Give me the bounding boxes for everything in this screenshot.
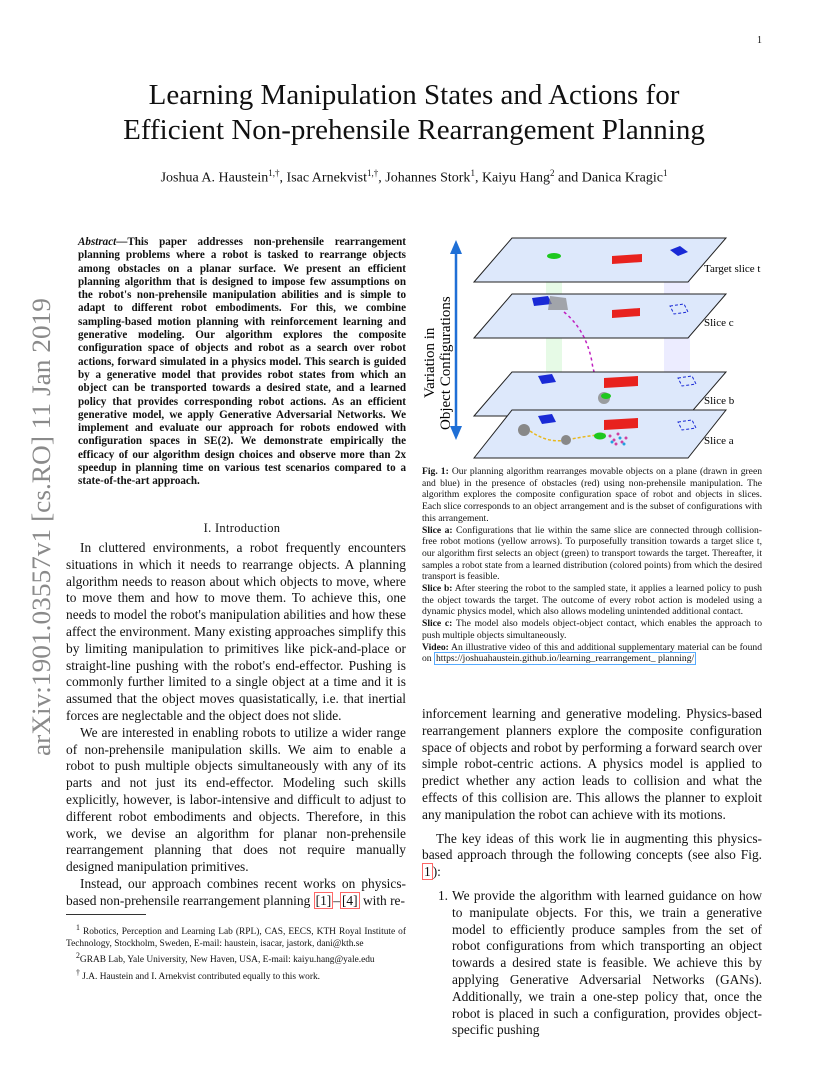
slice-a-label: Slice a: [704, 435, 734, 447]
title-line-2: Efficient Non-prehensile Rearrangement Planning: [123, 114, 705, 146]
abstract: [78, 236, 406, 489]
author-list: Joshua A. Haustein$^{1,\dagger}$, Isac Arnekvist$^{1,\dagger}$, Johannes Stork$^1$, Kaiyu Hang$^2$ and Danica Kragic$^1$: [160, 168, 668, 186]
slice-target-plane: [474, 238, 726, 282]
list-number: 1.: [437, 887, 448, 903]
arrow-head-up: [450, 240, 462, 254]
caption-fig: Fig. 1: Our planning algorithm rearranges movable objects on a plane (drawn in green and blue) in the presence of obstacles (red) using non-prehensile manipulation. The algorithm explores the composite configuration space of robot and objects in slices. Each slice corresponds to an object arrangement and is the subset of configurations with this arrangement.: [422, 466, 762, 524]
footnote-2: $^2$GRAB Lab, Yale University, New Haven, USA, E-mail: kaiyu.hang@yale.edu: [76, 951, 375, 966]
title-line-1: Learning Manipulation States and Actions for: [148, 79, 680, 111]
obstacle: [604, 418, 638, 430]
list-item: [422, 888, 762, 1039]
slice-b-plane: [474, 372, 726, 416]
author-affiliation: 1: [662, 168, 668, 178]
footnotes: [66, 922, 406, 984]
figure-1: [416, 230, 782, 462]
citation-link[interactable]: [4]: [341, 892, 358, 908]
arxiv-stamp: [10, 296, 70, 756]
citation-link[interactable]: [1]: [315, 892, 332, 908]
slice-c-label: Slice c: [704, 317, 734, 329]
author-affiliation: 1,†: [268, 168, 280, 178]
footnote-rule: [66, 914, 146, 915]
caption-slice-b: Slice b: After steering the robot to the sampled state, it applies a learned policy to push the object towards the target. The outcome of every robot action is modeled using a dynamic physics model, which also allows modeling unintended additional contact.: [422, 583, 762, 618]
intro-paragraph-2: We are interested in enabling robots to utilize a wider range of non-prehensile manipulation skills. We aim to enable a robot to push multiple objects simultaneously with any of its parts and not just its end-effector. Modeling such skills explicitly, however, is labor-intensive and difficult to adjust to different robot embodiments and objects. Therefore, in this work, we devise an algorithm for planar non-prehensile rearrangement planning that does not require manually designed manipulation primitives.: [66, 724, 406, 875]
slice-a-plane: [474, 410, 726, 458]
footnote-3: † J.A. Haustein and I. Arnekvist contributed equally to this work.: [76, 968, 320, 983]
video-link[interactable]: https://joshuahaustein.github.io/learning_rearrangement_ planning/: [436, 653, 695, 665]
right-column-body: [422, 706, 762, 1039]
right-paragraph-1: inforcement learning and generative modeling. Physics-based rearrangement planners explore the composite configuration space of objects and robot by performing a forward search over simple robot-centric actions. A physics model is applied to predict whether any action leads to collision and what the effects of this collision are. This allows the planner to exploit any manipulation the robot can achieve with its motions.: [422, 706, 762, 822]
footnote-1: $^1$ Robotics, Perception and Learning Lab (RPL), CAS, EECS, KTH Royal Institute of Technology, Stockholm, Sweden, E-mail: haustein, isacar, jastork, dani@kth.se: [66, 923, 406, 949]
slice-b-label: Slice b: [704, 395, 735, 407]
caption-slice-c: Slice c: The model also models object-object contact, which enables the approach to push multiple objects simultaneously.: [422, 618, 762, 641]
abstract-text: —This paper addresses non-prehensile rearrangement planning problems where a robot is tasked to rearrange objects among obstacles on a planar surface. We present an efficient planning algorithm that is designed to impose few assumptions on the robot's non-prehensile manipulation abilities and is simple to adapt to different robot embodiments. For this, we combine sampling-based motion planning with reinforcement learning and generative modeling. Our algorithm explores the composite configuration space of objects and robot as a search over robot actions, forward simulated in a physics model. This search is guided by a generative model that provides robot states from which an object can be transported towards a desired state, and a learned policy that provides corresponding robot actions. As an efficient generative model, we apply Generative Adversarial Networks. We implement and evaluate our approach for robots endowed with configuration spaces in SE(2). We demonstrate empirically the efficacy of our algorithm design choices and observe more than 2x speedup in planning time on various test scenarios compared to a state-of-the-art approach.: [78, 236, 406, 488]
intro-paragraph-3: Instead, our approach combines recent works on physics-based non-prehensile rearrangement planning [1] – [4] with re-: [66, 875, 406, 908]
axis-label-2: Object Configurations: [438, 296, 454, 430]
slice-c-plane: [474, 294, 726, 338]
intro-body: [66, 540, 406, 910]
author-name: Joshua A. Haustein: [160, 170, 269, 186]
page-number: 1: [757, 35, 762, 46]
author-affiliation: 2: [549, 168, 555, 178]
section-heading: I. Introduction: [203, 521, 281, 535]
abstract-label: Abstract: [78, 236, 117, 248]
author-affiliation: 1,†: [367, 168, 379, 178]
slice-target-label: Target slice t: [704, 263, 761, 275]
caption-video: Video: An illustrative video of this and additional supplementary material can be found on https://joshuahaustein.github.io/learning_rearrangement_ planning/: [422, 641, 762, 665]
figure-caption: [422, 466, 762, 665]
right-paragraph-2: The key ideas of this work lie in augmenting this physics-based approach through the following concepts (see also Fig. 1 ):: [422, 830, 762, 880]
arxiv-stamp-text: arXiv:1901.03557v1 [cs.RO] 11 Jan 2019: [27, 320, 56, 756]
figure-ref-link[interactable]: 1: [424, 864, 431, 880]
intro-paragraph-1: In cluttered environments, a robot frequently encounters situations in which it needs to rearrange objects. A planning algorithm needs to reason about which objects to move, where to move them and how to move them. To achieve this, one needs to model the robot's manipulation abilities and how these affect the environment. Many existing approaches simplify this by limiting manipulation to primitives like pick-and-place or straight-line pushing with the robot's end-effector. Pushing is commonly further limited to a single object at a time and it is assumed that the object moves quasistatically, i.e. that inertial forces are neglectable and the object does not slide.: [66, 540, 406, 723]
author-name: Danica Kragic: [581, 170, 663, 186]
axis-label-1: Variation in: [422, 327, 438, 398]
author-name: Kaiyu Hang: [481, 170, 550, 186]
list-item-text: We provide the algorithm with learned guidance on how to manipulate objects. For this, we train a generative model to efficiently produce samples from the set of robot configurations from which transporting an object towards a desired state is feasible. We achieve this by applying Generative Adversarial Networks (GANs). Additionally, we train a one-step policy that, once the robot is placed in such a configuration, provides object-specific pushing: [452, 887, 762, 1038]
obstacle: [604, 376, 638, 388]
caption-slice-a: Slice a: Configurations that lie within the same slice are connected through collision-free robot motions (yellow arrows). To purposefully transition towards a target slice t, our algorithm first selects an object (green) to transport towards the target. Thereafter, it samples a robot state from a learned distribution (colored points) from which the desired transport is feasible.: [422, 524, 762, 583]
paper-title: [40, 78, 788, 148]
author-name: Johannes Stork: [385, 170, 471, 186]
author-name: Isac Arnekvist: [286, 170, 368, 186]
author-affiliation: 1: [470, 168, 475, 178]
